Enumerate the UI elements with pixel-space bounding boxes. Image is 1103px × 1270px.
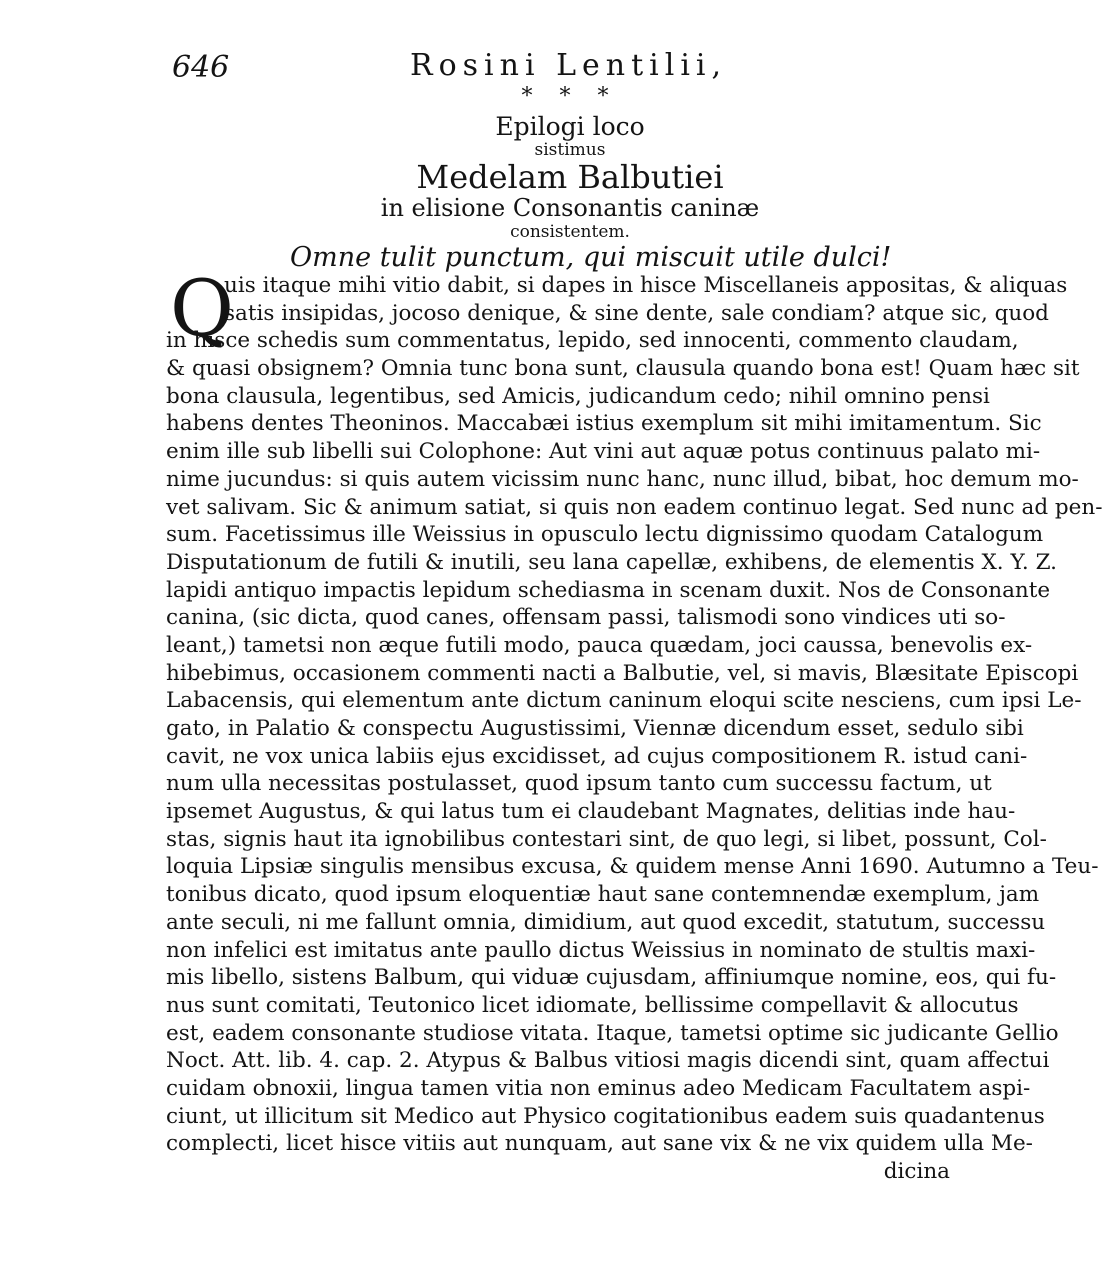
text-line: leant,) tametsi non æque futili modo, pauca quædam, joci caussa, benevolis ex- (166, 632, 1033, 658)
text-line: enim ille sub libelli sui Colophone: Aut vini aut aquæ potus continuus palato mi- (166, 439, 1041, 465)
text-line: cavit, ne vox unica labiis ejus excidisset, ad cujus compositionem R. istud cani- (166, 743, 1028, 769)
text-line: loquia Lipsiæ singulis mensibus excusa, & quidem mense Anni 1690. Autumno a Teu- (166, 854, 1099, 880)
title-line-1: Epilogi loco (495, 112, 645, 141)
text-line: lapidi antiquo impactis lepidum schediasma in scenam duxit. Nos de Consonante (166, 577, 1051, 603)
text-line: in hisce schedis sum commentatus, lepido, sed innocenti, commento claudam, (166, 328, 1019, 354)
title-line-2: sistimus (534, 140, 606, 160)
text-line: tonibus dicato, quod ipsum eloquentiæ haut sane contemnendæ exemplum, jam (166, 882, 1040, 908)
title-line-5: consistentem. (510, 222, 630, 242)
text-line: Labacensis, qui elementum ante dictum caninum eloqui scite nesciens, cum ipsi Le- (166, 688, 1082, 714)
text-line: nus sunt comitati, Teutonico licet idiomate, bellissime compellavit & allocutus (166, 992, 1019, 1018)
text-line: habens dentes Theoninos. Maccabæi istius exemplum sit mihi imitamentum. Sic (166, 411, 1042, 437)
text-line: complecti, licet hisce vitiis aut nunquam, aut sane vix & ne vix quidem ulla Me- (166, 1131, 1033, 1157)
motto: Omne tulit punctum, qui miscuit utile dulci! (290, 242, 892, 273)
text-line: dicina (883, 1159, 950, 1184)
text-line: ante seculi, ni me fallunt omnia, dimidium, aut quod excedit, statutum, successu (166, 909, 1046, 935)
drop-cap: Q (170, 264, 234, 354)
text-line: num ulla necessitas postulasset, quod ipsum tanto cum successu factum, ut (166, 771, 992, 797)
text-line: canina, (sic dicta, quod canes, offensam passi, talismodi sono vindices uti so- (166, 605, 1006, 631)
text-line: cuidam obnoxii, lingua tamen vitia non eminus adeo Medicam Facultatem aspi- (166, 1075, 1031, 1101)
text-line: nime jucundus: si quis autem vicissim nunc hanc, nunc illud, bibat, hoc demum mo- (166, 466, 1079, 492)
text-line: & quasi obsignem? Omnia tunc bona sunt, clausula quando bona est! Quam hæc sit (166, 356, 1080, 382)
running-head: Rosini Lentilii, (410, 48, 728, 83)
title-line-4: in elisione Consonantis caninæ (380, 194, 760, 222)
text-line: ipsemet Augustus, & qui latus tum ei claudebant Magnates, delitias inde hau- (166, 799, 1016, 825)
text-line: ciunt, ut illicitum sit Medico aut Physico cogitationibus eadem suis quadantenus (166, 1103, 1045, 1129)
text-line: Disputationum de futili & inutili, seu lana capellæ, exhibens, de elementis X. Y. Z. (166, 549, 1057, 575)
text-line: gato, in Palatio & conspectu Augustissimi, Viennæ dicendum esset, sedulo sibi (166, 716, 1024, 741)
text-line: Noct. Att. lib. 4. cap. 2. Atypus & Balbus vitiosi magis dicendi sint, quam affectui (166, 1048, 1050, 1074)
text-line: mis libello, sistens Balbum, qui viduæ cujusdam, affiniumque nomine, eos, qui fu- (166, 965, 1057, 991)
text-line: est, eadem consonante studiose vitata. Itaque, tametsi optime sic judicante Gellio (166, 1020, 1059, 1046)
text-line: hibebimus, occasionem commenti nacti a Balbutie, vel, si mavis, Blæsitate Episcopi (166, 660, 1079, 686)
text-line: uis itaque mihi vitio dabit, si dapes in hisce Miscellaneis appositas, & aliquas (224, 273, 1068, 298)
text-line: sum. Facetissimus ille Weissius in opusculo lectu dignissimo quodam Catalogum (166, 522, 1044, 548)
title-line-3: Medelam Balbutiei (416, 158, 724, 196)
text-line: vet salivam. Sic & animum satiat, si quis non eadem continuo legat. Sed nunc ad pen- (166, 494, 1103, 520)
text-line: satis insipidas, jocoso denique, & sine dente, sale condiam? atque sic, quod (224, 300, 1049, 326)
text-line: stas, signis haut ita ignobilibus contestari sint, de quo legi, si libet, possunt, Col- (166, 826, 1047, 852)
body-text (166, 264, 1103, 1186)
text-line: bona clausula, legentibus, sed Amicis, judicandum cedo; nihil omnino pensi (166, 383, 990, 409)
text-line: non infelici est imitatus ante paullo dictus Weissius in nominato de stultis maxi- (166, 937, 1036, 963)
asterism-ornament: * * * (521, 84, 619, 109)
page-number: 646 (172, 50, 230, 85)
